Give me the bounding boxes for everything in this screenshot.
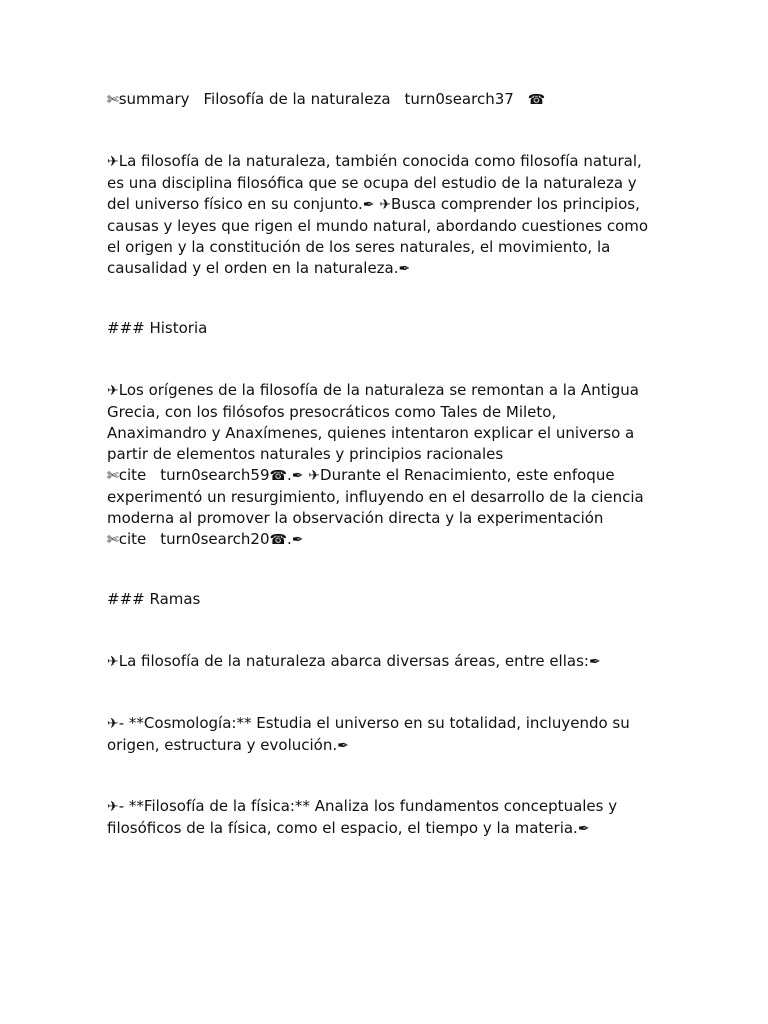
historia-line: Anaximandro y Anaxímenes, quienes intentaron explicar el universo a [107,424,635,442]
plane-icon: ✈ [107,716,119,732]
historia-line: Grecia, con los filósofos presocráticos como Tales de Mileto, [107,403,557,421]
intro-line: del universo físico en su conjunto. [107,195,363,213]
phone-icon: ☎ [269,532,287,548]
cite-label: cite [118,466,147,484]
ramas-heading: ### Ramas [107,590,201,608]
historia-line: moderna al promover la observación directa y la experimentación [107,509,604,527]
plane-icon: ✈ [107,383,119,399]
plane-icon: ✈ [107,154,119,170]
summary-header [107,89,667,111]
intro-paragraph [107,151,667,280]
plane-icon: ✈ [107,654,119,670]
pen-icon: ✒ [398,261,411,277]
scissors-icon: ✄ [107,468,119,484]
pen-icon: ✒ [362,197,375,213]
intro-line: La filosofía de la naturaleza, también conocida como filosofía natural, [118,152,642,170]
ramas-intro: ✈La filosofía de la naturaleza abarca diversas áreas, entre ellas:✒ [107,652,601,670]
historia-line: Durante el Renacimiento, este enfoque [320,466,615,484]
phone-icon: ☎ [269,468,287,484]
cite-ref: turn0search59 [160,466,270,484]
scissors-icon: ✄ [107,92,119,108]
phone-icon: ☎ [527,92,546,108]
intro-line: causalidad y el orden en la naturaleza. [107,259,399,277]
search-ref: turn0search37 [404,90,514,108]
pen-icon: ✒ [291,532,304,548]
pen-icon: ✒ [291,468,304,484]
historia-line: Los orígenes de la filosofía de la naturaleza se remontan a la Antigua [118,381,639,399]
plane-icon: ✈ [308,468,321,484]
plane-icon: ✈ [379,197,392,213]
historia-heading: ### Historia [107,319,208,337]
summary-label: summary [118,90,190,108]
scissors-icon: ✄ [107,532,119,548]
cite-label: cite [118,530,147,548]
intro-line: Busca comprender los principios, [391,195,640,213]
intro-line: el origen y la constitución de los seres naturales, el movimiento, la [107,238,611,256]
historia-line: partir de elementos naturales y principios racionales [107,445,504,463]
cite-ref: turn0search20 [160,530,270,548]
pen-icon: ✒ [588,654,601,670]
intro-line: es una disciplina filosófica que se ocupa del estudio de la naturaleza y [107,174,637,192]
intro-line: causas y leyes que rigen el mundo natural, abordando cuestiones como [107,217,649,235]
historia-paragraph: ✈Los orígenes de la filosofía de la naturaleza se remontan a la Antigua Grecia, con los filósofos presocráticos como Tales de Mileto, Anaximandro y Anaxímenes, quienes intentaron explicar el universo a partir de elementos naturales y principios racionales ✄cite turn0search59☎.✒ ✈Durante el Renacimiento, este enfoque experimentó un resurgimiento, influyendo en el desarrollo de la ciencia moderna al promover la observación directa y la experimentación ✄cite turn0search20☎.✒ [107,380,667,551]
historia-line: experimentó un resurgimiento, influyendo en el desarrollo de la ciencia [107,488,644,506]
plane-icon: ✈ [107,799,119,815]
list-item: ✈- **Filosofía de la física:** Analiza los fundamentos conceptuales y filosóficos de la física, como el espacio, el tiempo y la materia.✒ [107,797,618,837]
document-title: Filosofía de la naturaleza [203,90,391,108]
list-item: ✈- **Cosmología:** Estudia el universo en su totalidad, incluyendo su origen, estructura y evolución.✒ [107,714,630,754]
pen-icon: ✒ [577,821,590,837]
pen-icon: ✒ [337,738,349,754]
